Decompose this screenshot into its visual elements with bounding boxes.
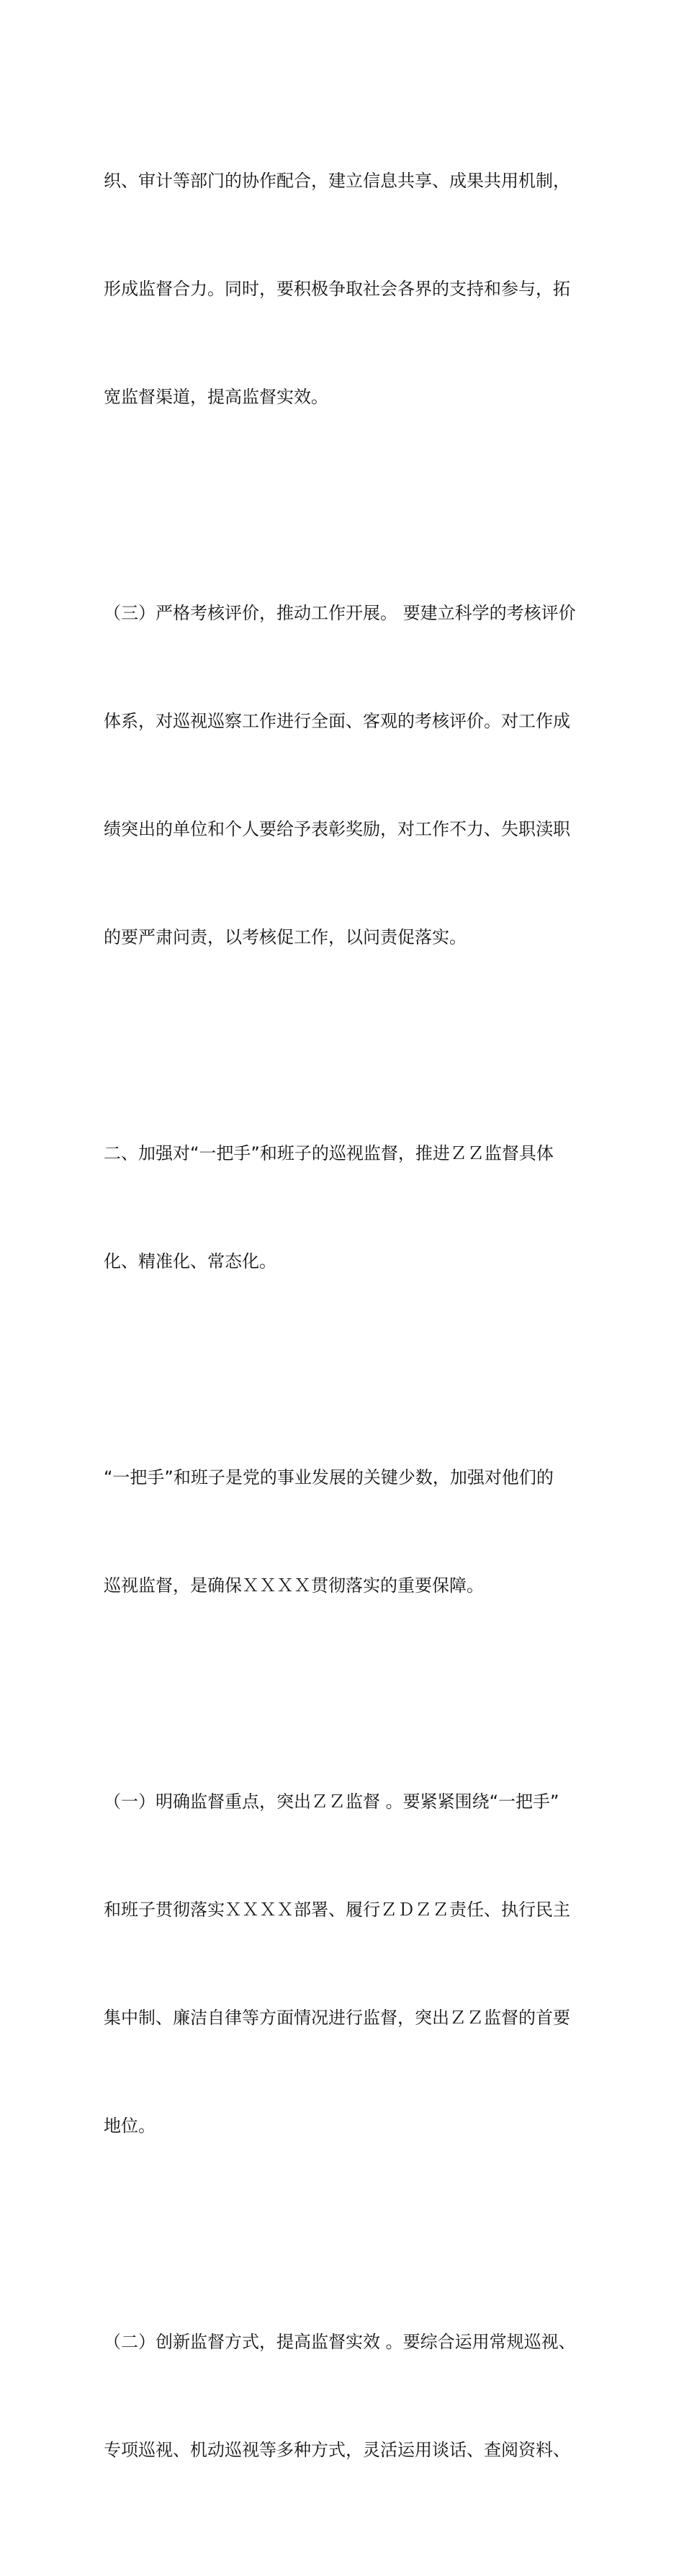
text-line: 形成监督合力。同时，要积极争取社会各界的支持和参与，拓 [104,279,570,299]
paragraph-2 [104,523,582,1027]
document-body [104,91,582,2576]
text-line: 巡视监督，是确保ＸＸＸＸ贯彻落实的重要保障。 [104,1575,484,1596]
text-line: 专项巡视、机动巡视等多种方式，灵活运用谈话、查阅资料、 [104,2440,570,2460]
text-line: “一把手”和班子是党的事业发展的关键少数，加强对他们的 [104,1467,554,1488]
text-line: 化、精准化、常态化。 [104,1251,276,1271]
paragraph-4 [104,1387,582,1676]
paragraph-1 [104,91,582,487]
text-line: （一）明确监督重点，突出ＺＺ监督 。要紧紧围绕“一把手” [104,1792,559,1812]
paragraph-3 [104,1063,582,1351]
text-line: （三）严格考核评价，推动工作开展。 要建立科学的考核评价 [104,603,576,623]
text-line: 的要严肃问责，以考核促工作，以问责促落实。 [104,927,467,947]
text-line: 宽监督渠道，提高监督实效。 [104,387,328,407]
text-line: 体系，对巡视巡察工作进行全面、客观的考核评价。对工作成 [104,711,570,731]
paragraph-6 [104,2252,582,2540]
text-line: 集中制、廉洁自律等方面情况进行监督，突出ＺＺ监督的首要 [104,2008,570,2028]
text-line: 和班子贯彻落实ＸＸＸＸ部署、履行ＺＤＺＺ责任、执行民主 [104,1900,570,1920]
text-line: 织、审计等部门的协作配合，建立信息共享、成果共用机制， [104,171,570,191]
paragraph-5 [104,1712,582,2216]
text-line: （二）创新监督方式，提高监督实效 。要综合运用常规巡视、 [104,2332,576,2352]
text-line: 二、加强对“一把手”和班子的巡视监督，推进ＺＺ监督具体 [104,1143,554,1163]
text-line: 绩突出的单位和个人要给予表彰奖励，对工作不力、失职渎职 [104,819,570,839]
text-line: 地位。 [104,2116,156,2136]
